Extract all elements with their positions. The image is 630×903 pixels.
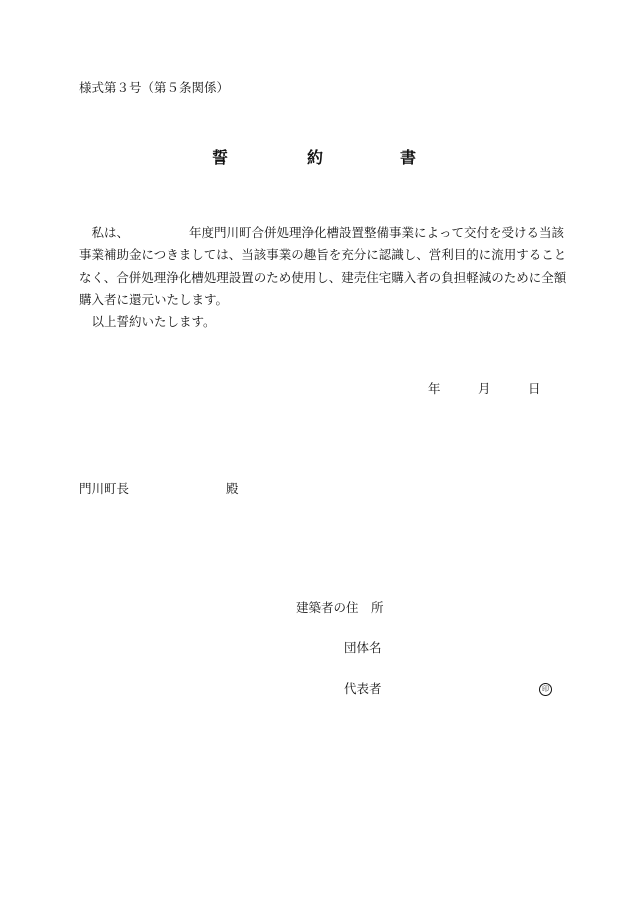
seal-icon: 印 xyxy=(539,683,552,696)
representative-label: 代表者 xyxy=(344,681,382,696)
builder-address-label: 建築者の住 所 xyxy=(296,600,384,615)
body-line-1 xyxy=(79,222,565,244)
body-line-1-prefix: 私は、 xyxy=(91,225,130,240)
addressee-honorific: 殿 xyxy=(226,481,239,496)
body-line-2: 事業補助金につきましては、当該事業の趣旨を充分に認識し、営利目的に流用すること xyxy=(79,247,567,263)
date-year-label: 年 xyxy=(428,381,441,396)
body-line-5: 以上誓約いたします。 xyxy=(91,314,216,330)
form-number: 様式第３号（第５条関係） xyxy=(79,80,230,95)
organization-name-label: 団体名 xyxy=(344,640,382,655)
document-title-char-1: 誓 xyxy=(212,148,229,167)
date-month-label: 月 xyxy=(478,381,491,396)
body-line-3: なく、合併処理浄化槽処理設置のため使用し、建売住宅購入者の負担軽減のために全額 xyxy=(79,269,567,285)
body-line-4: 購入者に還元いたします。 xyxy=(79,291,229,307)
date-day-label: 日 xyxy=(528,381,541,396)
document-title-char-3: 書 xyxy=(400,148,417,167)
body-line-1-suffix: 年度門川町合併処理浄化槽設置整備事業によって交付を受ける当該 xyxy=(189,225,565,240)
pledge-body xyxy=(79,222,567,333)
addressee-name: 門川町長 xyxy=(79,481,130,496)
document-title-char-2: 約 xyxy=(307,148,324,167)
